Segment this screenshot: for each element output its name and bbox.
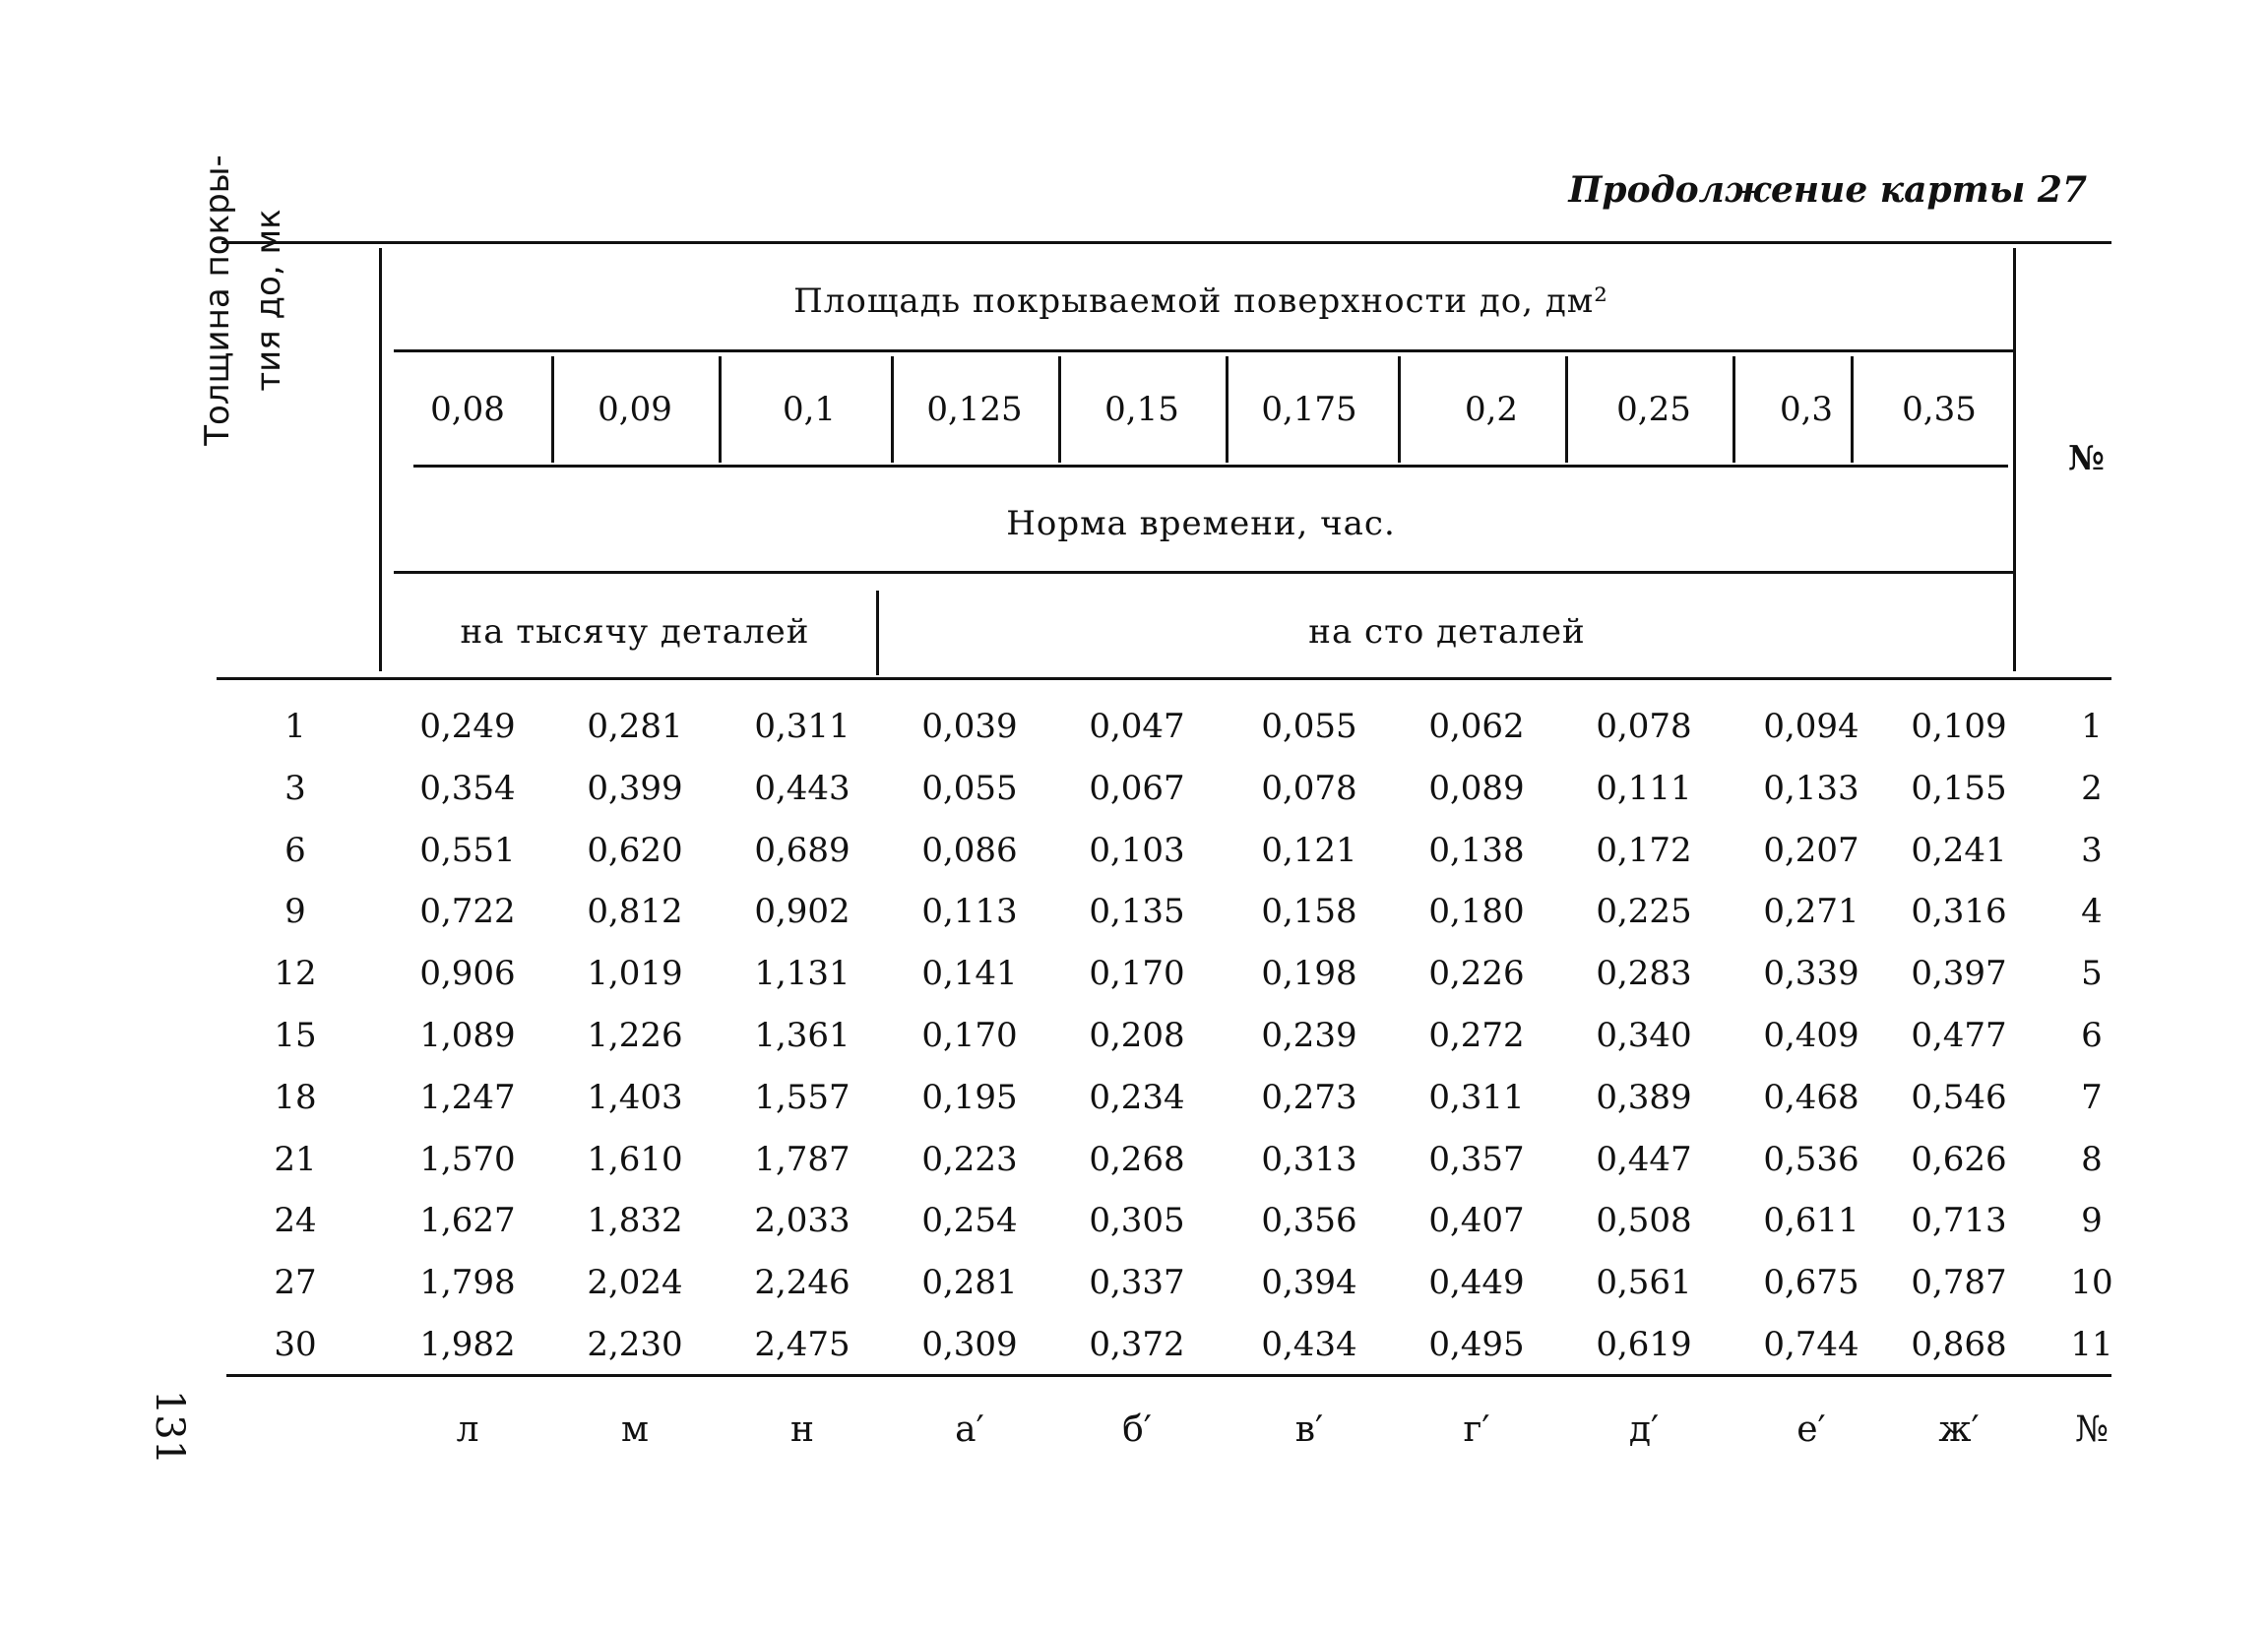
time-value-cell: 0,305 <box>1089 1201 1185 1240</box>
time-value-cell: 0,195 <box>921 1078 1018 1117</box>
row-number-cell: 10 <box>2070 1263 2113 1302</box>
row-number-cell: 3 <box>2081 831 2103 870</box>
time-value-cell: 0,055 <box>921 769 1018 808</box>
thickness-cell: 9 <box>284 892 306 931</box>
time-value-cell: 0,271 <box>1763 892 1859 931</box>
header-left-divider <box>379 248 382 671</box>
time-value-cell: 0,356 <box>1261 1201 1357 1240</box>
time-value-cell: 0,309 <box>921 1325 1018 1364</box>
thickness-cell: 15 <box>274 1016 317 1055</box>
time-value-cell: 0,062 <box>1428 707 1525 746</box>
time-value-cell: 0,198 <box>1261 954 1357 993</box>
header-bottom-border <box>217 677 2111 680</box>
column-letter: д′ <box>1628 1409 1660 1450</box>
time-value-cell: 0,868 <box>1911 1325 2007 1364</box>
time-value-cell: 0,394 <box>1261 1263 1357 1302</box>
time-value-cell: 0,094 <box>1763 707 1859 746</box>
time-value-cell: 0,443 <box>754 769 850 808</box>
time-value-cell: 0,138 <box>1428 831 1525 870</box>
column-letter: № <box>2074 1409 2110 1450</box>
time-value-cell: 0,047 <box>1089 707 1185 746</box>
time-value-cell: 0,313 <box>1261 1140 1357 1179</box>
time-value-cell: 0,078 <box>1596 707 1692 746</box>
time-value-cell: 0,551 <box>419 831 516 870</box>
time-value-cell: 1,019 <box>587 954 683 993</box>
area-value: 0,25 <box>1616 390 1691 429</box>
thickness-cell: 27 <box>274 1263 317 1302</box>
area-column-divider <box>1565 356 1568 463</box>
time-value-cell: 0,787 <box>1911 1263 2007 1302</box>
time-value-cell: 2,230 <box>587 1325 683 1364</box>
thickness-header-line1: Толщина покры- <box>198 155 237 446</box>
area-column-divider <box>1851 356 1854 463</box>
area-column-divider <box>1226 356 1228 463</box>
time-value-cell: 0,340 <box>1596 1016 1692 1055</box>
area-column-divider <box>1398 356 1401 463</box>
time-value-cell: 0,407 <box>1428 1201 1525 1240</box>
time-value-cell: 0,241 <box>1911 831 2007 870</box>
time-value-cell: 1,627 <box>419 1201 516 1240</box>
time-value-cell: 1,798 <box>419 1263 516 1302</box>
row-number-cell: 6 <box>2081 1016 2103 1055</box>
time-value-cell: 1,403 <box>587 1078 683 1117</box>
time-value-cell: 0,508 <box>1596 1201 1692 1240</box>
time-value-cell: 1,787 <box>754 1140 850 1179</box>
time-value-cell: 2,033 <box>754 1201 850 1240</box>
column-letter: л <box>456 1409 479 1450</box>
time-value-cell: 0,133 <box>1763 769 1859 808</box>
time-value-cell: 1,131 <box>754 954 850 993</box>
row-number-cell: 1 <box>2081 707 2103 746</box>
time-value-cell: 0,170 <box>921 1016 1018 1055</box>
time-value-cell: 0,078 <box>1261 769 1357 808</box>
time-value-cell: 0,311 <box>1428 1078 1525 1117</box>
time-value-cell: 1,982 <box>419 1325 516 1364</box>
thickness-cell: 12 <box>274 954 317 993</box>
thickness-header <box>192 123 310 477</box>
area-column-divider <box>1732 356 1735 463</box>
time-value-cell: 1,557 <box>754 1078 850 1117</box>
row-number-cell: 2 <box>2081 769 2103 808</box>
column-letter: г′ <box>1463 1409 1490 1450</box>
time-value-cell: 0,135 <box>1089 892 1185 931</box>
time-value-cell: 0,620 <box>587 831 683 870</box>
time-value-cell: 0,546 <box>1911 1078 2007 1117</box>
page-caption: Продолжение карты 27 <box>1568 169 2087 211</box>
area-column-divider <box>719 356 722 463</box>
time-value-cell: 0,281 <box>921 1263 1018 1302</box>
time-value-cell: 0,316 <box>1911 892 2007 931</box>
row-number-cell: 5 <box>2081 954 2103 993</box>
area-column-divider <box>551 356 554 463</box>
time-value-cell: 0,689 <box>754 831 850 870</box>
time-value-cell: 0,170 <box>1089 954 1185 993</box>
time-value-cell: 0,389 <box>1596 1078 1692 1117</box>
area-value: 0,175 <box>1261 390 1357 429</box>
time-value-cell: 0,902 <box>754 892 850 931</box>
time-value-cell: 0,397 <box>1911 954 2007 993</box>
time-value-cell: 0,399 <box>587 769 683 808</box>
time-value-cell: 0,283 <box>1596 954 1692 993</box>
area-column-divider <box>1058 356 1061 463</box>
time-value-cell: 0,477 <box>1911 1016 2007 1055</box>
time-value-cell: 0,337 <box>1089 1263 1185 1302</box>
time-value-cell: 0,055 <box>1261 707 1357 746</box>
thickness-cell: 18 <box>274 1078 317 1117</box>
time-value-cell: 0,039 <box>921 707 1018 746</box>
time-value-cell: 0,226 <box>1428 954 1525 993</box>
time-value-cell: 0,249 <box>419 707 516 746</box>
time-value-cell: 0,447 <box>1596 1140 1692 1179</box>
time-value-cell: 2,024 <box>587 1263 683 1302</box>
time-value-cell: 1,610 <box>587 1140 683 1179</box>
time-value-cell: 0,561 <box>1596 1263 1692 1302</box>
time-value-cell: 0,086 <box>921 831 1018 870</box>
time-value-cell: 0,111 <box>1596 769 1692 808</box>
area-value: 0,35 <box>1902 390 1977 429</box>
row-number-cell: 7 <box>2081 1078 2103 1117</box>
time-value-cell: 0,158 <box>1261 892 1357 931</box>
area-value: 0,3 <box>1779 390 1834 429</box>
time-value-cell: 0,722 <box>419 892 516 931</box>
thickness-cell: 1 <box>284 707 306 746</box>
time-value-cell: 0,272 <box>1428 1016 1525 1055</box>
time-value-cell: 0,372 <box>1089 1325 1185 1364</box>
time-value-cell: 0,281 <box>587 707 683 746</box>
column-letter: а′ <box>955 1409 984 1450</box>
time-value-cell: 0,254 <box>921 1201 1018 1240</box>
time-value-cell: 0,273 <box>1261 1078 1357 1117</box>
thickness-cell: 21 <box>274 1140 317 1179</box>
time-value-cell: 1,361 <box>754 1016 850 1055</box>
column-letter: ж′ <box>1938 1409 1980 1450</box>
time-value-cell: 0,449 <box>1428 1263 1525 1302</box>
thickness-cell: 3 <box>284 769 306 808</box>
area-title-rule <box>394 349 2013 352</box>
time-value-cell: 0,339 <box>1763 954 1859 993</box>
time-value-cell: 0,155 <box>1911 769 2007 808</box>
time-value-cell: 2,475 <box>754 1325 850 1364</box>
time-value-cell: 0,409 <box>1763 1016 1859 1055</box>
header-right-divider <box>2013 248 2016 671</box>
area-title: Площадь покрываемой поверхности до, дм² <box>793 282 1608 321</box>
time-value-cell: 0,906 <box>419 954 516 993</box>
time-value-cell: 1,832 <box>587 1201 683 1240</box>
time-value-cell: 2,246 <box>754 1263 850 1302</box>
table-bottom-border <box>226 1374 2111 1377</box>
time-value-cell: 0,207 <box>1763 831 1859 870</box>
thickness-cell: 6 <box>284 831 306 870</box>
area-column-divider <box>891 356 894 463</box>
per-hundred-label: на сто деталей <box>1308 612 1586 652</box>
row-number-cell: 11 <box>2070 1325 2113 1364</box>
area-value: 0,08 <box>430 390 505 429</box>
row-number-cell: 4 <box>2081 892 2103 931</box>
column-letter: е′ <box>1796 1409 1826 1450</box>
area-value: 0,2 <box>1464 390 1519 429</box>
time-value-cell: 0,121 <box>1261 831 1357 870</box>
time-value-cell: 0,268 <box>1089 1140 1185 1179</box>
column-letter: н <box>790 1409 814 1450</box>
time-value-cell: 1,570 <box>419 1140 516 1179</box>
time-value-cell: 0,089 <box>1428 769 1525 808</box>
time-value-cell: 0,067 <box>1089 769 1185 808</box>
area-value: 0,125 <box>926 390 1023 429</box>
time-value-cell: 0,234 <box>1089 1078 1185 1117</box>
time-value-cell: 1,089 <box>419 1016 516 1055</box>
area-value: 0,15 <box>1104 390 1179 429</box>
time-value-cell: 0,113 <box>921 892 1018 931</box>
number-header: № <box>2068 439 2106 478</box>
time-value-cell: 0,468 <box>1763 1078 1859 1117</box>
area-values-rule <box>413 465 2008 468</box>
time-value-cell: 0,225 <box>1596 892 1692 931</box>
time-value-cell: 0,744 <box>1763 1325 1859 1364</box>
time-value-cell: 1,226 <box>587 1016 683 1055</box>
time-value-cell: 0,354 <box>419 769 516 808</box>
norm-title-rule <box>394 571 2013 574</box>
time-value-cell: 0,675 <box>1763 1263 1859 1302</box>
page-number: 131 <box>147 1389 192 1466</box>
column-letter: м <box>620 1409 649 1450</box>
per-thousand-label: на тысячу деталей <box>460 612 810 652</box>
time-value-cell: 0,109 <box>1911 707 2007 746</box>
time-value-cell: 0,172 <box>1596 831 1692 870</box>
norm-title: Норма времени, час. <box>1006 504 1396 543</box>
group-divider <box>876 591 879 675</box>
time-value-cell: 0,141 <box>921 954 1018 993</box>
time-value-cell: 0,311 <box>754 707 850 746</box>
time-value-cell: 1,247 <box>419 1078 516 1117</box>
thickness-cell: 30 <box>274 1325 317 1364</box>
time-value-cell: 0,495 <box>1428 1325 1525 1364</box>
time-value-cell: 0,223 <box>921 1140 1018 1179</box>
time-value-cell: 0,208 <box>1089 1016 1185 1055</box>
thickness-cell: 24 <box>274 1201 317 1240</box>
area-value: 0,09 <box>598 390 672 429</box>
thickness-header-line2: тия до, мк <box>249 209 288 392</box>
time-value-cell: 0,239 <box>1261 1016 1357 1055</box>
area-value: 0,1 <box>782 390 837 429</box>
table-top-border <box>221 241 2111 244</box>
time-value-cell: 0,180 <box>1428 892 1525 931</box>
row-number-cell: 9 <box>2081 1201 2103 1240</box>
row-number-cell: 8 <box>2081 1140 2103 1179</box>
time-value-cell: 0,536 <box>1763 1140 1859 1179</box>
time-value-cell: 0,611 <box>1763 1201 1859 1240</box>
time-value-cell: 0,619 <box>1596 1325 1692 1364</box>
time-value-cell: 0,812 <box>587 892 683 931</box>
column-letter: б′ <box>1122 1409 1152 1450</box>
time-value-cell: 0,103 <box>1089 831 1185 870</box>
time-value-cell: 0,434 <box>1261 1325 1357 1364</box>
time-value-cell: 0,626 <box>1911 1140 2007 1179</box>
time-value-cell: 0,357 <box>1428 1140 1525 1179</box>
time-value-cell: 0,713 <box>1911 1201 2007 1240</box>
column-letter: в′ <box>1294 1409 1324 1450</box>
